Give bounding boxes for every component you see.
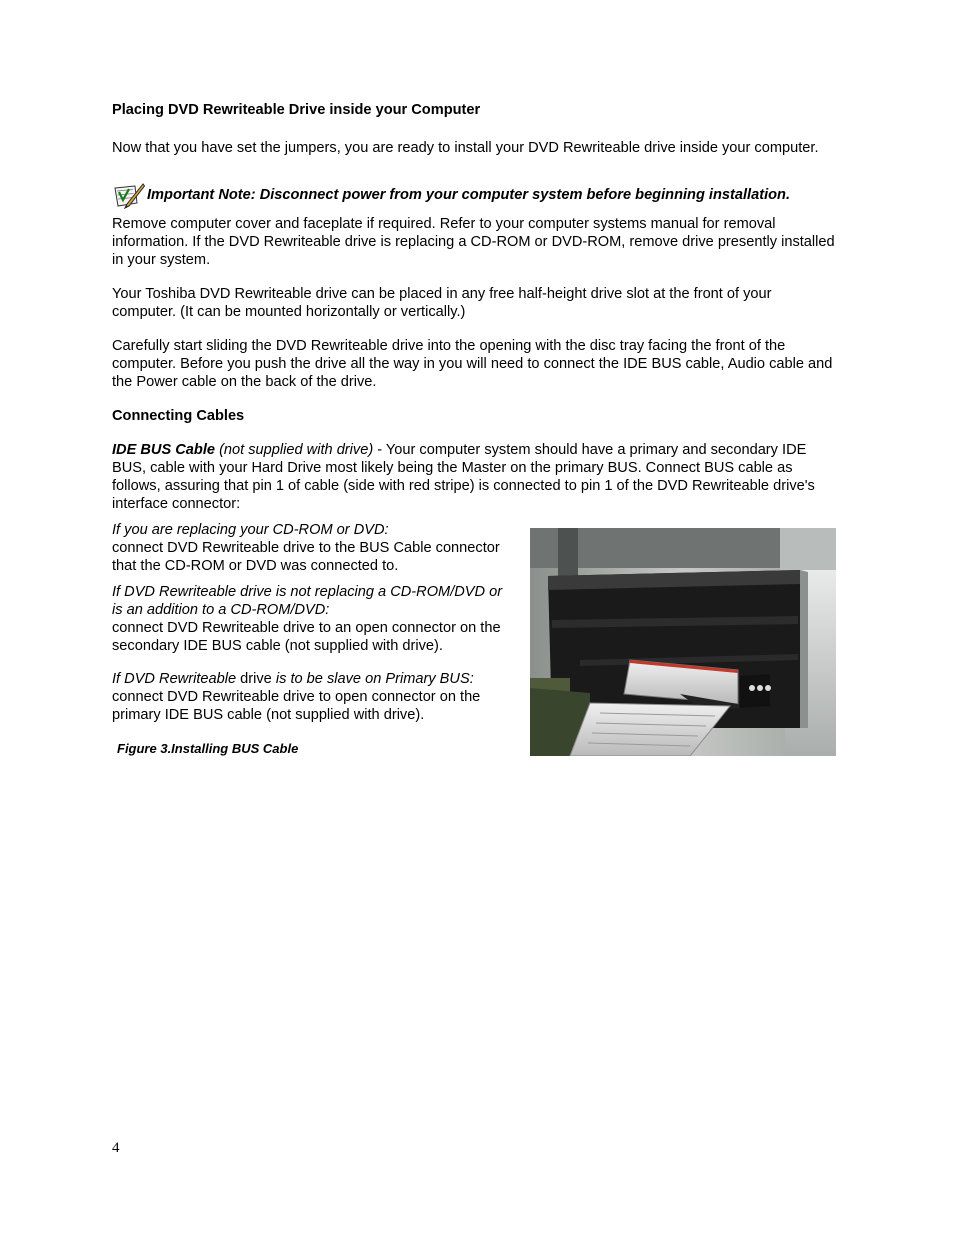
section-heading-placing-drive: Placing DVD Rewriteable Drive inside your Computer	[112, 102, 481, 118]
paragraph-sliding-drive: Carefully start sliding the DVD Rewriteable drive into the opening with the disc tray facing the front of the computer. Before you push the drive all the way in you will need to connect the IDE BUS cable, Audio cable and the Power cable on the back of the drive.	[112, 338, 833, 390]
important-note: Important Note: Disconnect power from your computer system before beginning installation.	[147, 187, 791, 203]
case-condition: If you are replacing your CD-ROM or DVD:	[112, 522, 389, 538]
case-action: connect DVD Rewriteable drive to an open connector on the secondary IDE BUS cable (not supplied with drive).	[112, 620, 501, 654]
ide-bus-paragraph	[112, 441, 837, 513]
intro-paragraph: Now that you have set the jumpers, you are ready to install your DVD Rewriteable drive inside your computer.	[112, 140, 819, 156]
case-action: connect DVD Rewriteable drive to the BUS Cable connector that the CD-ROM or DVD was connected to.	[112, 540, 500, 574]
note-pencil-icon	[113, 183, 145, 209]
paragraph-remove-cover: Remove computer cover and faceplate if required. Refer to your computer systems manual for removal information. If the DVD Rewriteable drive is replacing a CD-ROM or DVD-ROM, remove drive presently installed in your system.	[112, 216, 835, 268]
paragraph-drive-slot: Your Toshiba DVD Rewriteable drive can be placed in any free half-height drive slot at the front of your computer. (It can be mounted horizontally or vertically.)	[112, 286, 772, 320]
figure-caption: Figure 3.Installing BUS Cable	[117, 741, 299, 756]
case-addition	[112, 583, 507, 655]
section-heading-connecting-cables: Connecting Cables	[112, 408, 245, 424]
ide-bus-term: IDE BUS Cable	[112, 442, 215, 458]
installing-bus-cable-photo	[530, 528, 836, 756]
case-slave-primary	[112, 670, 512, 724]
case-replacing-cdrom	[112, 521, 512, 575]
ide-bus-qualifier: (not supplied with drive)	[219, 442, 374, 458]
case-condition-c: is to be slave on Primary BUS:	[275, 671, 474, 687]
case-action: connect DVD Rewriteable drive to open connector on the primary IDE BUS cable (not supplied with drive).	[112, 689, 481, 723]
page-number: 4	[112, 1140, 120, 1156]
ide-bus-text: - Your computer system should have a primary and secondary IDE BUS, cable with your Hard Drive most likely being the Master on the primary BUS. Connect BUS cable as follows, assuring that pin 1 of cable (side with red stripe) is connected to pin 1 of the DVD Rewriteable drive's interface connector:	[112, 442, 815, 512]
case-condition-a: If DVD Rewriteable	[112, 671, 237, 687]
case-condition-b: drive	[236, 671, 276, 687]
case-condition: If DVD Rewriteable drive is not replacing a CD-ROM/DVD or is an addition to a CD-ROM/DVD:	[112, 584, 503, 618]
